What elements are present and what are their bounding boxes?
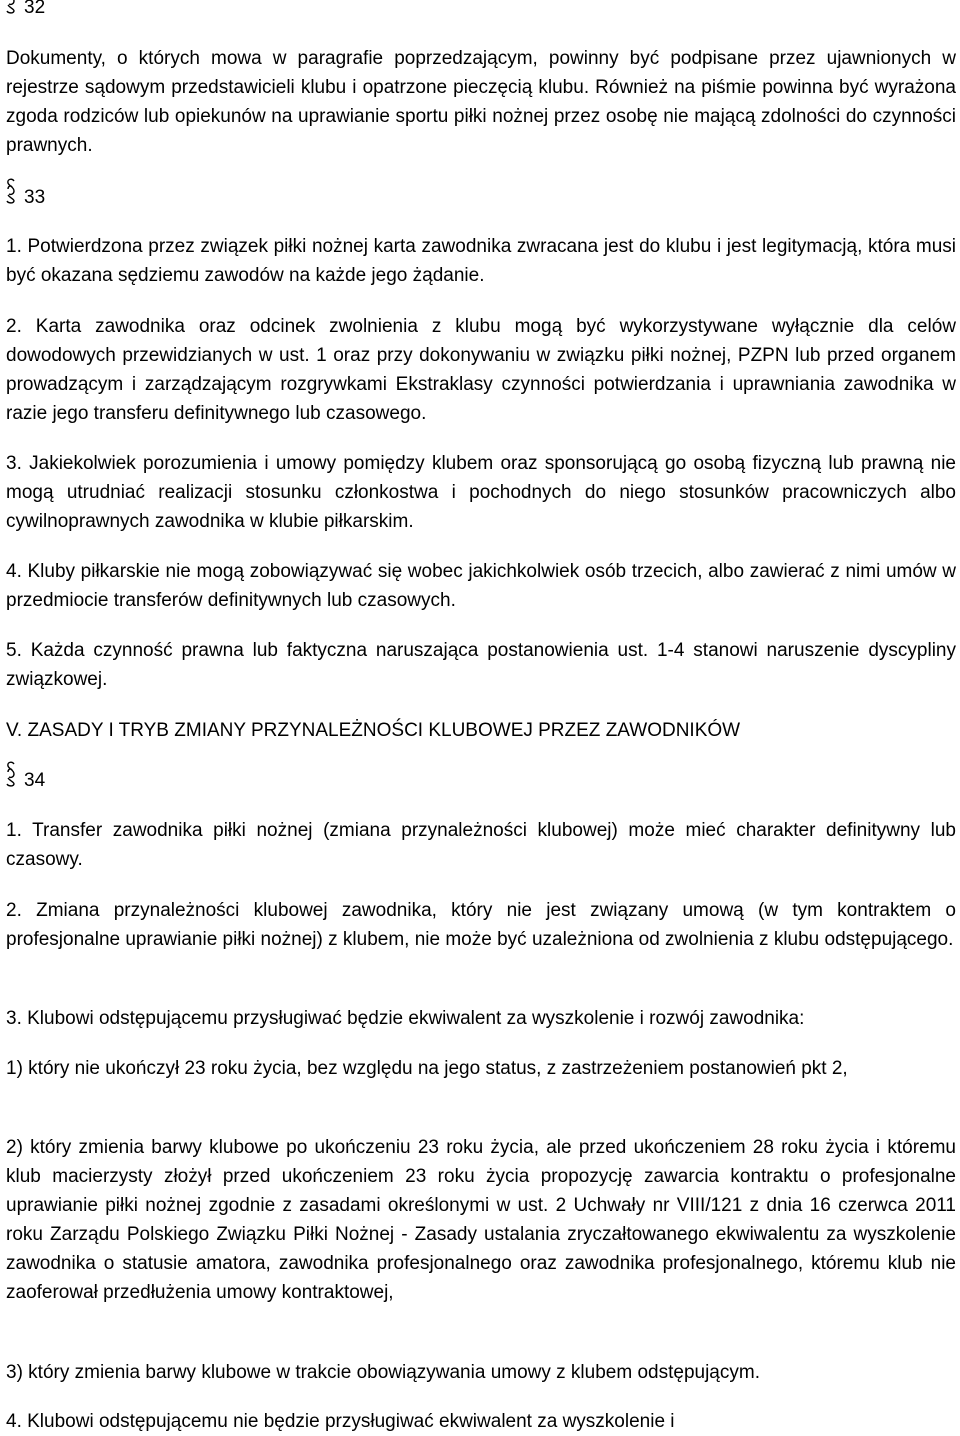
chapter-heading: V. ZASADY I TRYB ZMIANY PRZYNALEŻNOŚCI KLUBOWEJ PRZEZ ZAWODNIKÓW xyxy=(6,720,741,741)
section-number: 33 xyxy=(24,187,46,208)
list-item: 3) który zmienia barwy klubowe w trakcie obowiązywania umowy z klubem odstępującym. xyxy=(6,1362,760,1383)
paragraph: 3. Klubowi odstępującemu przysługiwać będzie ekwiwalent za wyszkolenie i rozwój zawodnika: xyxy=(6,1008,805,1029)
section-heading-34 xyxy=(6,766,956,795)
paragraph: 5. Każda czynność prawna lub faktyczna naruszająca postanowienia ust. 1-4 stanowi naruszenie dyscypliny związkowej. xyxy=(6,640,956,690)
section-number: 34 xyxy=(24,770,46,791)
paragraph: 1. Transfer zawodnika piłki nożnej (zmiana przynależności klubowej) może mieć charakter definitywny lub czasowy. xyxy=(6,820,956,870)
section-number: 32 xyxy=(24,0,46,18)
section-heading-33 xyxy=(6,183,956,212)
paragraph: 4. Klubowi odstępującemu nie będzie przysługiwać ekwiwalent za wyszkolenie i xyxy=(6,1411,675,1432)
paragraph: 1. Potwierdzona przez związek piłki nożnej karta zawodnika zwracana jest do klubu i jest legitymacją, która musi być okazana sędziemu zawodów na każde jego żądanie. xyxy=(6,236,956,286)
section-sign-icon xyxy=(6,0,16,14)
section-heading-32 xyxy=(6,0,956,22)
paragraph: 2. Zmiana przynależności klubowej zawodnika, który nie jest związany umową (w tym kontraktem o profesjonalne uprawianie piłki nożnej) z klubem, nie może być uzależniona od zwolnienia z klubu odstępującego. xyxy=(6,900,956,950)
paragraph: 3. Jakiekolwiek porozumienia i umowy pomiędzy klubem oraz sponsorującą go osobą fizyczną lub prawną nie mogą utrudniać realizacji stosunku członkostwa i pochodnych do niego stosunków pracowniczych albo cywilnoprawnych zawodnika w klubie piłkarskim. xyxy=(6,453,956,532)
section-sign-icon xyxy=(6,761,16,787)
paragraph: 4. Kluby piłkarskie nie mogą zobowiązywać się wobec jakichkolwiek osób trzecich, albo zawierać z nimi umów w przedmiocie transferów definitywnych lub czasowych. xyxy=(6,561,956,611)
section-sign-icon xyxy=(6,178,16,204)
list-item: 1) który nie ukończył 23 roku życia, bez względu na jego status, z zastrzeżeniem postanowień pkt 2, xyxy=(6,1058,848,1079)
list-item: 2) który zmienia barwy klubowe po ukończeniu 23 roku życia, ale przed ukończeniem 28 roku życia i któremu klub macierzysty złożył przed ukończeniem 23 roku życia propozycję zawarcia kontraktu o profesjonalne uprawianie piłki nożnej zgodnie z zasadami określonymi w ust. 2 Uchwały nr VIII/121 z dnia 16 czerwca 2011 roku Zarządu Polskiego Związku Piłki Nożnej - Zasady ustalania zryczałtowanego ekwiwalentu za wyszkolenie zawodnika o statusie amatora, zawodnika profesjonalnego oraz zawodnika profesjonalnego, któremu klub nie zaoferował przedłużenia umowy kontraktowej, xyxy=(6,1137,956,1303)
paragraph: 2. Karta zawodnika oraz odcinek zwolnienia z klubu mogą być wykorzystywane wyłącznie dla celów dowodowych przewidzianych w ust. 1 oraz przy dokonywaniu w związku piłki nożnej, PZPN lub przed organem prowadzącym i zarządzającym rozgrywkami Ekstraklasy czynności potwierdzania i uprawniania zawodnika w razie jego transferu definitywnego lub czasowego. xyxy=(6,316,956,424)
paragraph: Dokumenty, o których mowa w paragrafie poprzedzającym, powinny być podpisane przez ujawnionych w rejestrze sądowym przedstawicieli klubu i opatrzone pieczęcią klubu. Również na piśmie powinna być wyrażona zgoda rodziców lub opiekunów na uprawianie sportu piłki nożnej przez osobę nie mającą zdolności do czynności prawnych. xyxy=(6,48,956,156)
